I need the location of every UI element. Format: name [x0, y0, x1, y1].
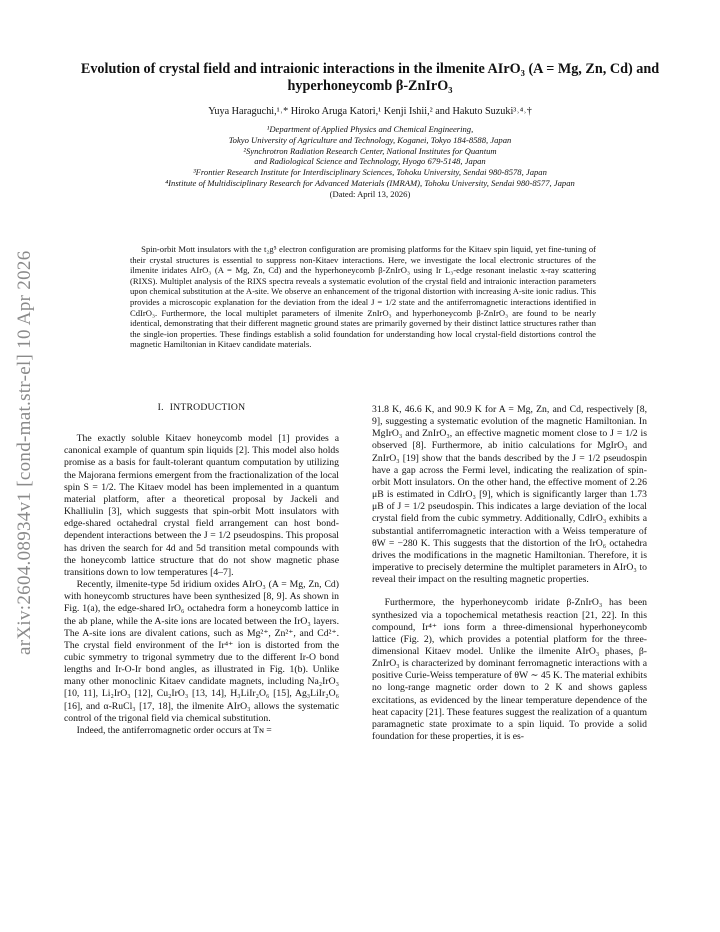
affiliation-line: ²Synchrotron Radiation Research Center, National Institutes for Quantum [243, 145, 497, 156]
author-list: Yuya Haraguchi,¹˒* Hiroko Aruga Katori,¹ Kenji Ishii,² and Hakuto Suzuki³˒⁴˒† [208, 106, 532, 117]
affiliation-line: and Radiological Science and Technology, Hyogo 679-5148, Japan [254, 156, 486, 167]
dated-line: (Dated: April 13, 2026) [329, 188, 411, 199]
section-number: I. [157, 402, 164, 413]
body-paragraph: Furthermore, the hyperhoneycomb iridate β-ZnIrO₃ has been synthesized via a topochemical metathesis reaction [21, 22]. In this compound, Ir⁴⁺ ions form a three-dimensional hyperhoneycomb lattice (Fig. 2), which provides a potential platform for the three-dimensional Kitaev model. Unlike the ilmenite AIrO₃ phases, β-ZnIrO₃ is characterized by dominant ferromagnetic interactions with a positive Curie-Weiss temperature of θW ∼ 45 K. The material exhibits no long-range magnetic order down to 2 K and shows gapless excitations, as evidenced by the linear temperature dependence of the heat capacity [21]. These features suggest the realization of a quantum paramagnetic state proximate to a spin liquid. To provide a solid foundation for these properties, it is es- [372, 597, 647, 743]
body-paragraph: The exactly soluble Kitaev honeycomb model [1] provides a canonical example of quantum spin liquids [2]. This model also holds promise as a basis for fault-tolerant quantum computation by utilizing the Majorana fermions emergent from the fractionalization of the local spin S = 1/2. The Kitaev model has been implemented in a quantum material platform, after a theoretical proposal by Jackeli and Khalliulin [3], which suggests that spin-orbit Mott insulators with edge-shared octahedral crystal field arrangement can host bond-dependent interactions between the J = 1/2 pseudospins. This proposal has driven the search for 4d and 5d transition metal compounds with the honeycomb lattice structure that do not show magnetic phase transitions down to low temperatures [4–7]. [64, 433, 339, 578]
body-paragraph: 31.8 K, 46.6 K, and 90.9 K for A = Mg, Zn, and Cd, respectively [8, 9], suggesting a systematic evolution of the magnetic Hamiltonian. In MgIrO₃ and ZnIrO₃, an effective magnetic moment close to J = 1/2 is observed [8]. Furthermore, ab initio calculations for MgIrO₃ and ZnIrO₃ [19] show that the bands described by the J = 1/2 pseudospin have a gap across the Fermi level, indicating the realization of spin-orbit Mott insulators. On the other hand, the effective moment of 2.26 μB is estimated in CdIrO₃ [9], which is significantly larger than 1.73 μB of J = 1/2 pseudospin. This indicates a large deviation of the local crystal field from the cubic symmetry. Additionally, CdIrO₃ exhibits a substantial antiferromagnetic interaction with a Weiss temperature of θW = −280 K. This suggests that the distortion of the IrO₆ octahedra drives the modifications in the magnetic Hamiltonian. Therefore, it is imperative to precisely determine the multiplet parameters in AIrO₃ to reveal their impact on the resulting magnetic properties. [372, 404, 647, 586]
body-paragraph: Recently, ilmenite-type 5d iridium oxides AIrO₃ (A = Mg, Zn, Cd) with honeycomb structures have been synthesized [8, 9]. As shown in Fig. 1(a), the edge-shared IrO₆ octahedra form a honeycomb lattice in the ab plane, while the A-site ions are located between the IrO₃ layers. The A-site ions are divalent cations, such as Mg²⁺, Zn²⁺, and Cd²⁺. The crystal field environment of the Ir⁴⁺ ion is distorted from the cubic symmetry to trigonal symmetry due to the different Ir-O bond lengths and Ir-O-Ir bond angles, as illustrated in Fig. 1(b). Unlike many other monoclinic Kitaev candidate magnets, including Na₂IrO₃ [10, 11], Li₂IrO₃ [12], Cu₂IrO₃ [13, 14], H₃LiIr₂O₆ [15], Ag₃LiIr₂O₆ [16], and α-RuCl₃ [17, 18], the ilmenite AIrO₃ allows the systematic control of the trigonal field via chemical substitution. [64, 579, 339, 724]
abstract: Spin-orbit Mott insulators with the t₂g⁵ electron configuration are promising platforms for the Kitaev spin liquid, yet fine-tuning of their crystal structures is essential to suppress non-Kitaev interactions. Here, we investigate the local electronic structures of the ilmenite iridates AIrO₃ (A = Mg, Zn, Cd) and the hyperhoneycomb β-ZnIrO₃ using Ir L₃-edge resonant inelastic x-ray scattering (RIXS). Multiplet analysis of the RIXS spectra reveals a systematic evolution of the crystal field and intraionic interaction parameters upon chemical substitution at the A-site. We observe an enhancement of the trigonal distortion with increasing A-site ionic radius. This provides a microscopic explanation for the deviation from the ideal J = 1/2 state and the antiferromagnetic interactions identified in CdIrO₃. Furthermore, the local multiplet parameters of ilmenite ZnIrO₃ and hyperhoneycomb β-ZnIrO₃ are found to be nearly identical, demonstrating that their different magnetic ground states are primarily governed by their distinct lattice structures rather than the single-ion properties. These findings establish a solid foundation for understanding how local crystal-field distortions control the magnetic Hamiltonian in Kitaev candidate materials. [130, 244, 596, 350]
affiliation-line: ⁴Institute of Multidisciplinary Research for Advanced Materials (IMRAM), Tohoku University, Sendai 980-8577, Japan [165, 177, 575, 188]
affiliations [64, 124, 676, 200]
paper-title: Evolution of crystal field and intraionic interactions in the ilmenite AIrO₃ (A = Mg, Zn, Cd) and hyperhoneycomb β-ZnIrO₃ [80, 61, 660, 94]
affiliation-line: ¹Department of Applied Physics and Chemical Engineering, [266, 124, 474, 134]
section-heading [64, 402, 339, 414]
left-column [64, 402, 339, 737]
right-column [372, 404, 647, 743]
section-title: INTRODUCTION [169, 402, 246, 413]
affiliation-line: Tokyo University of Agriculture and Technology, Koganei, Tokyo 184-8588, Japan [228, 134, 512, 145]
affiliation-line: ³Frontier Research Institute for Interdisciplinary Sciences, Tohoku University, Sendai 980-8578, Japan [193, 167, 547, 178]
arxiv-identifier: arXiv:2604.08934v1 [cond-mat.str-el] 10 Apr 2026 [14, 250, 35, 655]
body-paragraph: Indeed, the antiferromagnetic order occurs at Tɴ = [76, 724, 272, 736]
